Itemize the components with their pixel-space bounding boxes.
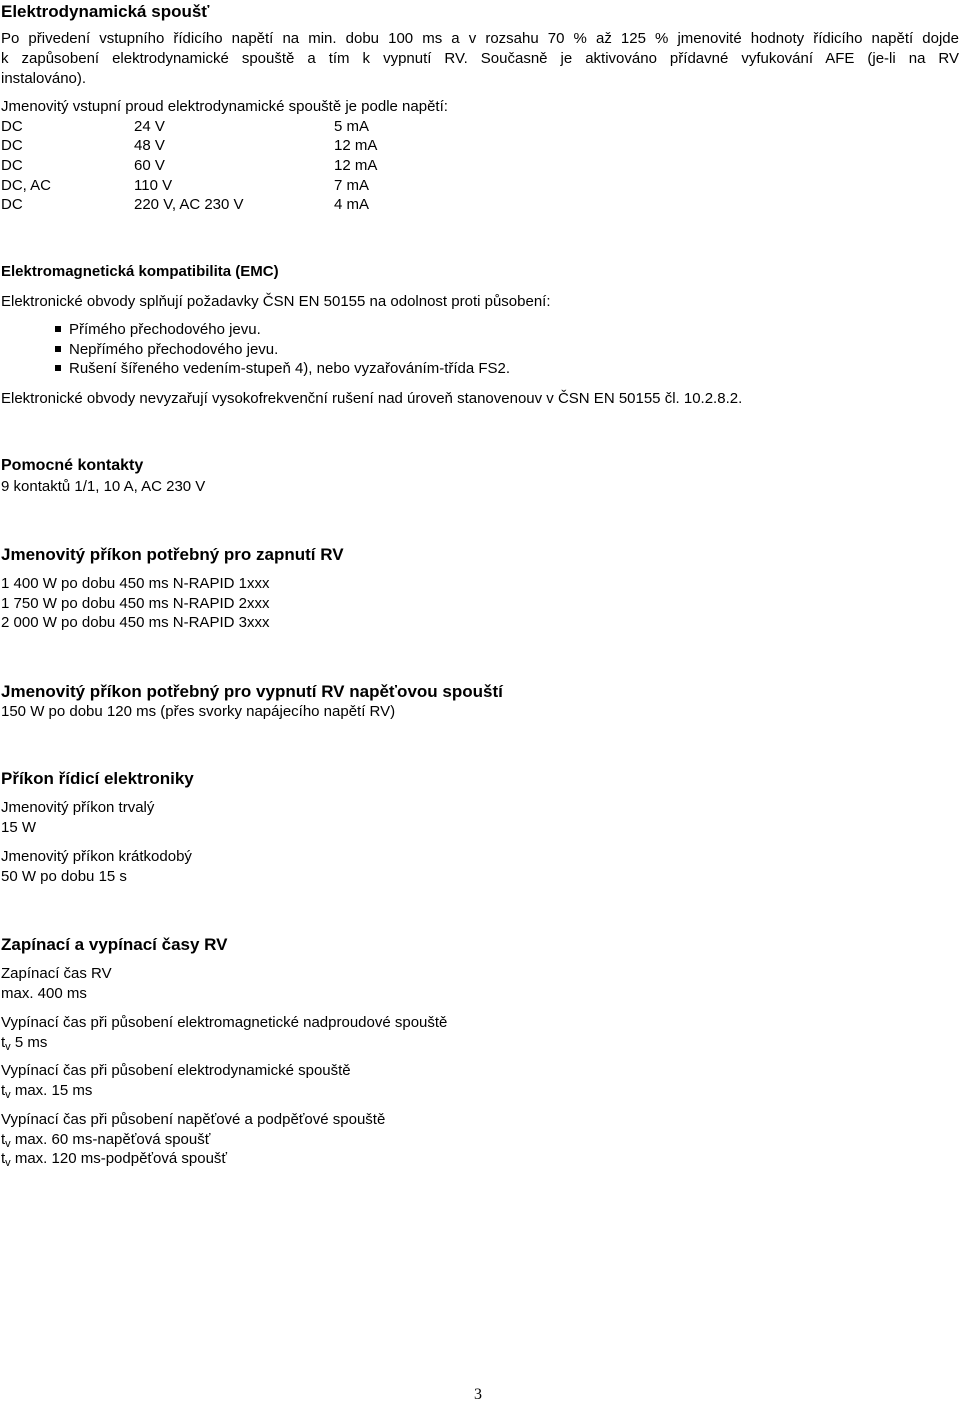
heading-times: Zapínací a vypínací časy RV: [1, 935, 228, 954]
power-off-line: 150 W po dobu 120 ms (přes svorky napájecího napětí RV): [1, 703, 396, 720]
on-time-label: Zapínací čas RV: [1, 965, 112, 982]
paragraph-line: k zapůsobení elektrodynamické spouště a tím k vypnutí RV. Současně je aktivováno přídavné vyfukování AFE (je-li na RV: [1, 50, 959, 67]
em-trip-label: Vypínací čas při působení elektromagnetické nadproudové spouště: [1, 1014, 448, 1031]
heading-electronics: Příkon řídicí elektroniky: [1, 769, 194, 788]
table-cell: 110 V: [134, 177, 173, 194]
voltage-trip-label: Vypínací čas při působení napěťové a podpěťové spouště: [1, 1111, 386, 1128]
table-cell: DC, AC: [1, 177, 52, 194]
aux-contacts-value: 9 kontaktů 1/1, 10 A, AC 230 V: [1, 478, 206, 495]
table-cell: 12 mA: [334, 137, 378, 154]
table-cell: 12 mA: [334, 157, 378, 174]
paragraph-line: instalováno).: [1, 70, 87, 87]
em-trip-value: $t_v$ 5 ms: [1, 1034, 48, 1053]
list-item-text: Nepřímého přechodového jevu.: [69, 341, 279, 358]
table-cell: DC: [1, 196, 23, 213]
ed-trip-label: Vypínací čas při působení elektrodynamické spouště: [1, 1062, 351, 1079]
list-item: [0, 320, 261, 339]
bullet-icon: [55, 346, 61, 352]
list-item-text: Přímého přechodového jevu.: [69, 321, 261, 338]
table-cell: DC: [1, 118, 23, 135]
table-cell: 60 V: [134, 157, 165, 174]
table-cell: 4 mA: [334, 196, 370, 213]
voltage-trip-value: $t_v$ max. 60 ms-napěťová spoušť: [1, 1131, 211, 1150]
emc-outro: Elektronické obvody nevyzařují vysokofrekvenční rušení nad úroveň stanovenouv v ČSN EN 50155 čl. 10.2.8.2.: [1, 390, 743, 407]
table-cell: 220 V, AC 230 V: [134, 196, 244, 213]
heading-power-off: Jmenovitý příkon potřebný pro vypnutí RV napěťovou spouští: [1, 682, 503, 701]
emc-intro: Elektronické obvody splňují požadavky ČSN EN 50155 na odolnost proti působení:: [1, 293, 551, 310]
ed-trip-value: $t_v$ max. 15 ms: [1, 1082, 93, 1101]
table-cell: 7 mA: [334, 177, 370, 194]
table-cell: 24 V: [134, 118, 165, 135]
paragraph-line: Po přivedení vstupního řídicího napětí na min. dobu 100 ms a v rozsahu 70 % až 125 % jmenovité hodnoty řídicího napětí dojde: [1, 30, 959, 47]
electronics-short-value: 50 W po dobu 15 s: [1, 868, 127, 885]
power-on-line: 1 400 W po dobu 450 ms N-RAPID 1xxx: [1, 575, 270, 592]
electronics-cont-label: Jmenovitý příkon trvalý: [1, 799, 155, 816]
list-item: [0, 340, 278, 359]
heading-emc: Elektromagnetická kompatibilita (EMC): [1, 263, 279, 280]
list-item: [0, 359, 510, 378]
table-cell: DC: [1, 137, 23, 154]
table-intro: Jmenovitý vstupní proud elektrodynamické spouště je podle napětí:: [1, 98, 448, 115]
bullet-icon: [55, 365, 61, 371]
heading-aux-contacts: Pomocné kontakty: [1, 457, 144, 474]
on-time-value: max. 400 ms: [1, 985, 87, 1002]
heading-power-on: Jmenovitý příkon potřebný pro zapnutí RV: [1, 545, 344, 564]
heading-electrodynamic-trip: Elektrodynamická spoušť: [1, 2, 210, 21]
power-on-line: 1 750 W po dobu 450 ms N-RAPID 2xxx: [1, 595, 270, 612]
table-cell: 5 mA: [334, 118, 370, 135]
table-cell: 48 V: [134, 137, 165, 154]
list-item-text: Rušení šířeného vedením-stupeň 4), nebo vyzařováním-třída FS2.: [69, 360, 511, 377]
power-on-line: 2 000 W po dobu 450 ms N-RAPID 3xxx: [1, 614, 270, 631]
electronics-short-label: Jmenovitý příkon krátkodobý: [1, 848, 192, 865]
bullet-icon: [55, 326, 61, 332]
electronics-cont-value: 15 W: [1, 819, 37, 836]
undervoltage-trip-value: $t_v$ max. 120 ms-podpěťová spoušť: [1, 1150, 228, 1169]
page-number: 3: [474, 1386, 482, 1403]
table-cell: DC: [1, 157, 23, 174]
